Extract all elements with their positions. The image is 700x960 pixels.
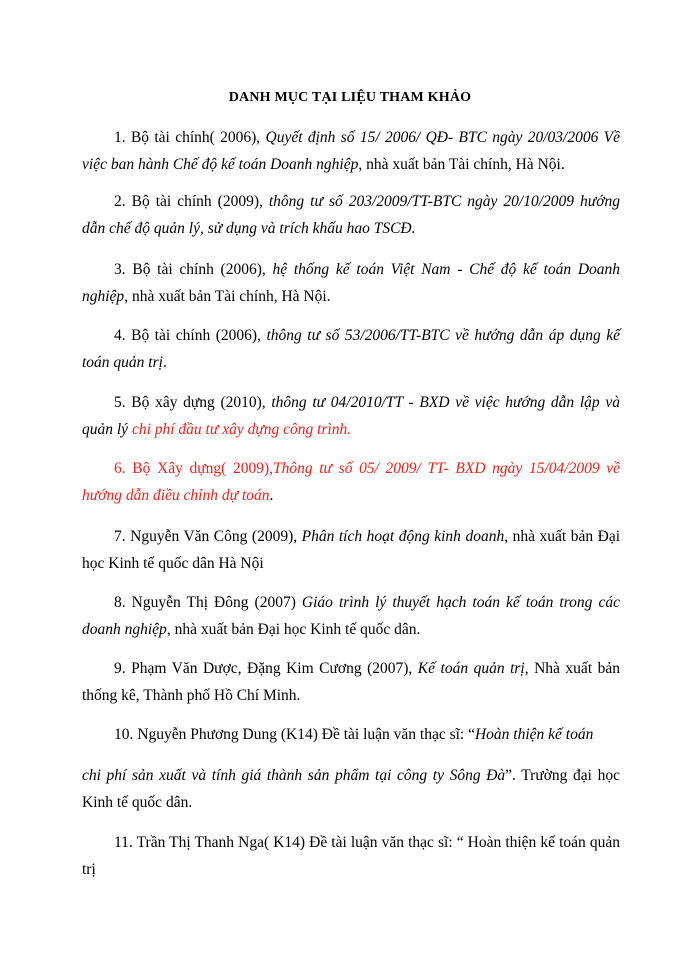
reference-item-8 xyxy=(82,590,620,643)
reference-number: 9. xyxy=(114,660,126,677)
reference-item-10-continued xyxy=(82,763,620,816)
reference-item-9 xyxy=(82,656,620,709)
reference-source: Nguyễn Văn Công (2009), xyxy=(125,528,302,545)
reference-number: 8. xyxy=(114,594,126,611)
reference-publisher: , nhà xuất bản Đại học Kinh tế quốc dân. xyxy=(166,620,421,638)
reference-source: Nguyễn Phương Dung (K14) Đề tài luận văn thạc sĩ: “ xyxy=(133,726,475,743)
reference-source: Bộ xây dựng (2010), xyxy=(125,394,272,411)
reference-number: 3. xyxy=(114,261,126,278)
reference-item-10 xyxy=(82,722,620,749)
reference-title: thông tư 04/2010/TT - BXD về việc hướng dẫn lập và quản lý xyxy=(82,394,620,438)
reference-publisher: . xyxy=(269,486,274,504)
reference-title: hệ thống kế toán Việt Nam - Chế độ kế toán Doanh nghiệp xyxy=(82,261,621,305)
reference-number: 5. xyxy=(114,394,126,411)
reference-publisher: , nhà xuất bản Đại học Kinh tế quốc dân Hà Nội xyxy=(82,528,621,572)
reference-source: Trần Thị Thanh Nga( K14) Đề tài luận văn thạc sĩ: “ Hoàn thiện kế toán quản trị xyxy=(82,834,620,878)
reference-number: 6. xyxy=(114,460,126,477)
reference-item-7 xyxy=(82,524,620,577)
reference-title: Phân tích hoạt động kinh doanh xyxy=(301,528,505,545)
reference-title: thông tư số 203/2009/TT-BTC ngày 20/10/2009 hướng dẫn chế độ quản lý, sử dụng và trích khấu hao TSCĐ. xyxy=(82,193,621,237)
reference-publisher: ”. Trường đại học Kinh tế quốc dân. xyxy=(82,767,620,811)
reference-source: Bộ Xây dựng( 2009), xyxy=(125,460,273,477)
page-title: DANH MỤC TẠI LIỆU THAM KHẢO xyxy=(228,90,472,105)
reference-item-6 xyxy=(82,456,620,509)
reference-source: Phạm Văn Dược, Đặng Kim Cương (2007), xyxy=(125,660,418,677)
reference-item-5 xyxy=(82,390,620,443)
reference-title: Giáo trình lý thuyết hạch toán kế toán trong các doanh nghiệp xyxy=(82,594,620,638)
reference-source: Bộ tài chính( 2006), xyxy=(125,129,266,146)
reference-publisher: , nhà xuất bản Tài chính, Hà Nội. xyxy=(124,287,331,305)
reference-publisher: . xyxy=(162,353,167,371)
reference-item-2 xyxy=(82,189,620,242)
reference-source: Bộ tài chính (2009), xyxy=(125,193,269,210)
reference-source: Bộ tài chính (2006), xyxy=(125,261,273,278)
reference-item-3 xyxy=(82,257,620,310)
reference-number: 7. xyxy=(114,528,126,545)
reference-source: Nguyễn Thị Đông (2007) xyxy=(125,594,302,611)
reference-title: Hoàn thiện kế toán xyxy=(474,726,594,743)
reference-title-highlight: chi phí đầu tư xây dựng công trình. xyxy=(131,420,352,438)
reference-number: 2. xyxy=(114,193,126,210)
reference-publisher: , Nhà xuất bản thống kê, Thành phố Hồ Chí Minh. xyxy=(82,660,621,704)
reference-source: Bộ tài chính (2006), xyxy=(125,327,267,344)
reference-item-1 xyxy=(82,125,620,178)
reference-title: Thông tư số 05/ 2009/ TT- BXD ngày 15/04/2009 về hướng dẫn điều chỉnh dự toán xyxy=(82,460,620,504)
reference-number: 10. xyxy=(114,726,134,743)
reference-title: Quyết định số 15/ 2006/ QĐ- BTC ngày 20/03/2006 Về việc ban hành Chế độ kế toán Doanh nghiệp xyxy=(82,129,620,173)
reference-publisher: , nhà xuất bản Tài chính, Hà Nội. xyxy=(358,155,565,173)
reference-title: chi phí sản xuất và tính giá thành sản phẩm tại công ty Sông Đà xyxy=(82,767,506,784)
reference-title: thông tư số 53/2006/TT-BTC về hướng dẫn áp dụng kế toán quản trị xyxy=(82,327,620,371)
reference-number: 11. xyxy=(114,834,133,851)
reference-item-4 xyxy=(82,323,620,376)
reference-number: 1. xyxy=(114,129,126,146)
reference-title: Kế toán quản trị xyxy=(417,660,525,677)
reference-item-11 xyxy=(82,830,620,883)
reference-number: 4. xyxy=(114,327,126,344)
